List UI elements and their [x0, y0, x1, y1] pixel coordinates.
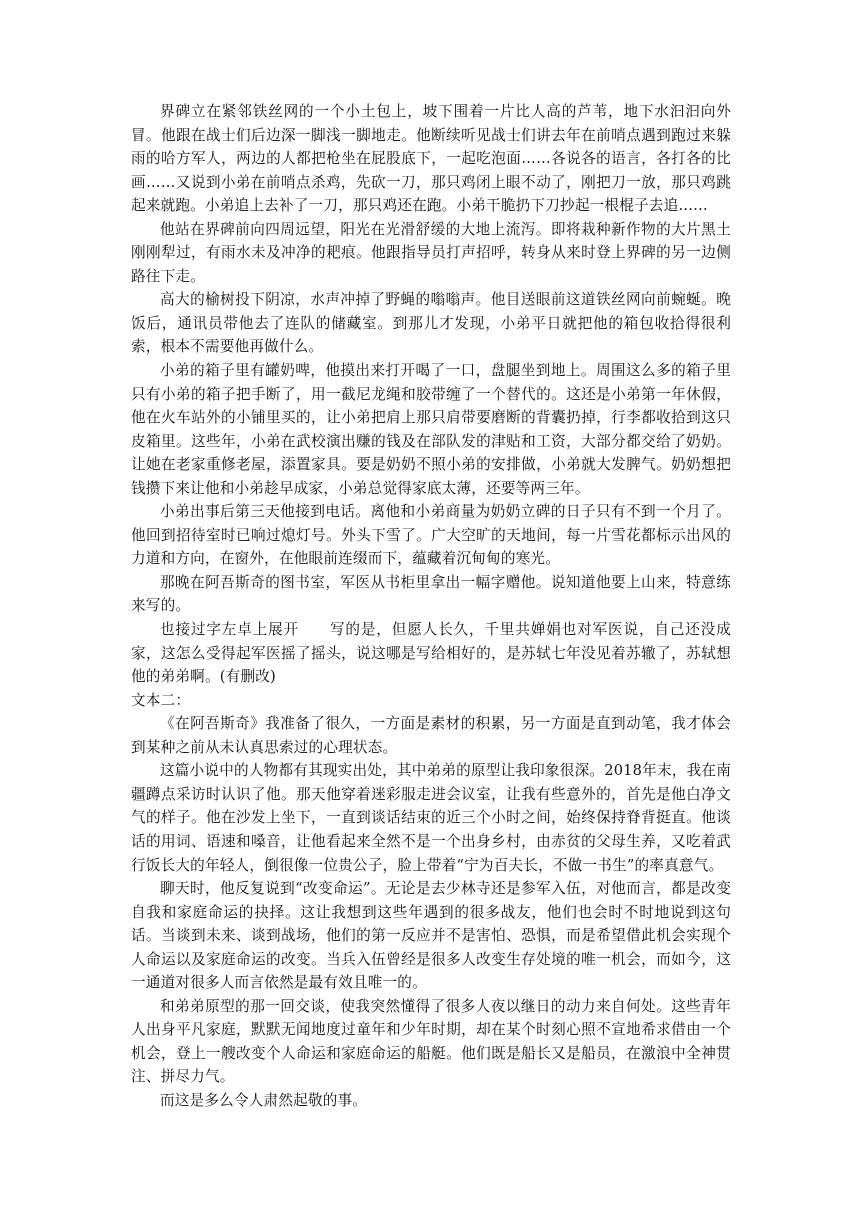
text-one-paragraph-3: 高大的榆树投下阴凉，水声冲掉了野蝇的嗡嗡声。他目送眼前这道铁丝网向前蜿蜒。晚饭后，通讯员带他去了连队的储藏室。到那儿才发现，小弟平日就把他的箱包收拾得很利索，根本不需要他再做什么。	[131, 291, 731, 356]
text-one-paragraph-1: 界碑立在紧邻铁丝网的一个小土包上，坡下围着一片比人高的芦苇，地下水汩汩向外冒。他跟在战士们后边深一脚浅一脚地走。他断续听见战士们讲去年在前哨点遇到跑过来躲雨的哈方军人，两边的人都把枪坐在屁股底下，一起吃泡面……各说各的语言，各打各的比画……又说到小弟在前哨点杀鸡，先砍一刀，那只鸡闭上眼不动了，刚把刀一放，那只鸡跳起来就跑。小弟追上去补了一刀，那只鸡还在跑。小弟干脆扔下刀抄起一根棍子去追……	[131, 103, 731, 215]
text-one-paragraph-4: 小弟的箱子里有罐奶啤，他摸出来打开喝了一口，盘腿坐到地上。周围这么多的箱子里只有小弟的箱子把手断了，用一截尼龙绳和胶带缠了一个替代的。这还是小弟第一年休假，他在火车站外的小铺里买的，让小弟把肩上那只肩带要磨断的背囊扔掉，行李都收拾到这只皮箱里。这些年，小弟在武校演出赚的钱及在部队发的津贴和工资，大部分都交给了奶奶。让她在老家重修老屋，添置家具。要是奶奶不照小弟的安排做，小弟就大发脾气。奶奶想把钱攒下来让他和小弟趁早成家，小弟总觉得家底太薄，还要等两三年。	[131, 362, 731, 497]
text-two-paragraph-3: 聊天时，他反复说到“改变命运”。无论是去少林寺还是参军入伍，对他而言，都是改变自我和家庭命运的抉择。这让我想到这些年遇到的很多战友，他们也会时不时地说到这句话。当谈到未来、谈到战场，他们的第一反应并不是害怕、恐惧，而是希望借此机会实现个人命运以及家庭命运的改变。当兵入伍曾经是很多人改变生存处境的唯一机会，而如今，这一通道对很多人而言依然是最有效且唯一的。	[131, 880, 731, 992]
text-one-paragraph-6: 那晚在阿吾斯奇的图书室，军医从书柜里拿出一幅字赠他。说知道他要上山来，特意练来写的。	[131, 573, 731, 615]
text-two-paragraph-2: 这篇小说中的人物都有其现实出处，其中弟弟的原型让我印象很深。2018年末，我在南疆蹲点采访时认识了他。那天他穿着迷彩服走进会议室，让我有些意外的，首先是他白净文气的样子。他在沙发上坐下，一直到谈话结束的近三个小时之间，始终保持脊背挺直。他谈话的用词、语速和嗓音，让他看起来全然不是一个出身乡村，由赤贫的父母生养，又吃着武行饭长大的年轻人，倒很像一位贵公子，脸上带着“宁为百夫长，不做一书生”的率真意气。	[131, 762, 731, 874]
document-page	[131, 100, 731, 1113]
text-one-paragraph-2: 他站在界碑前向四周远望，阳光在光滑舒缓的大地上流泻。即将栽种新作物的大片黑土刚刚犁过，有雨水未及冲净的耙痕。他跟指导员打声招呼，转身从来时登上界碑的另一边侧路往下走。	[131, 220, 731, 285]
text-two-paragraph-5: 而这是多么令人肃然起敬的事。	[160, 1091, 368, 1109]
text-one-paragraph-7: 也接过字左卓上展开 写的是，但愿人长久，千里共婵娟也对军医说，自己还没成家，这怎么受得起军医摇了摇头，说这哪是写给相好的，是苏轼七年没见着苏辙了，苏轼想他的弟弟啊。(有删改)	[131, 621, 731, 686]
text-one-paragraph-5: 小弟出事后第三天他接到电话。离他和小弟商量为奶奶立碑的日子只有不到一个月了。他回到招待室时已响过熄灯号。外头下雪了。广大空旷的天地间，每一片雪花都标示出风的力道和方向，在窗外，在他眼前连缀而下，蕴藏着沉甸甸的寒光。	[131, 503, 731, 568]
text-two-label: 文本二：	[131, 691, 191, 709]
text-two-paragraph-4: 和弟弟原型的那一回交谈，使我突然懂得了很多人夜以继日的动力来自何处。这些青年人出身平凡家庭，默默无闻地度过童年和少年时期，却在某个时刻心照不宣地希求借由一个机会，登上一艘改变个人命运和家庭命运的船艇。他们既是船长又是船员，在激浪中全神贯注、拼尽力气。	[131, 997, 731, 1086]
text-two-paragraph-1: 《在阿吾斯奇》我准备了很久，一方面是素材的积累，另一方面是直到动笔，我才体会到某种之前从未认真思索过的心理状态。	[131, 715, 731, 756]
